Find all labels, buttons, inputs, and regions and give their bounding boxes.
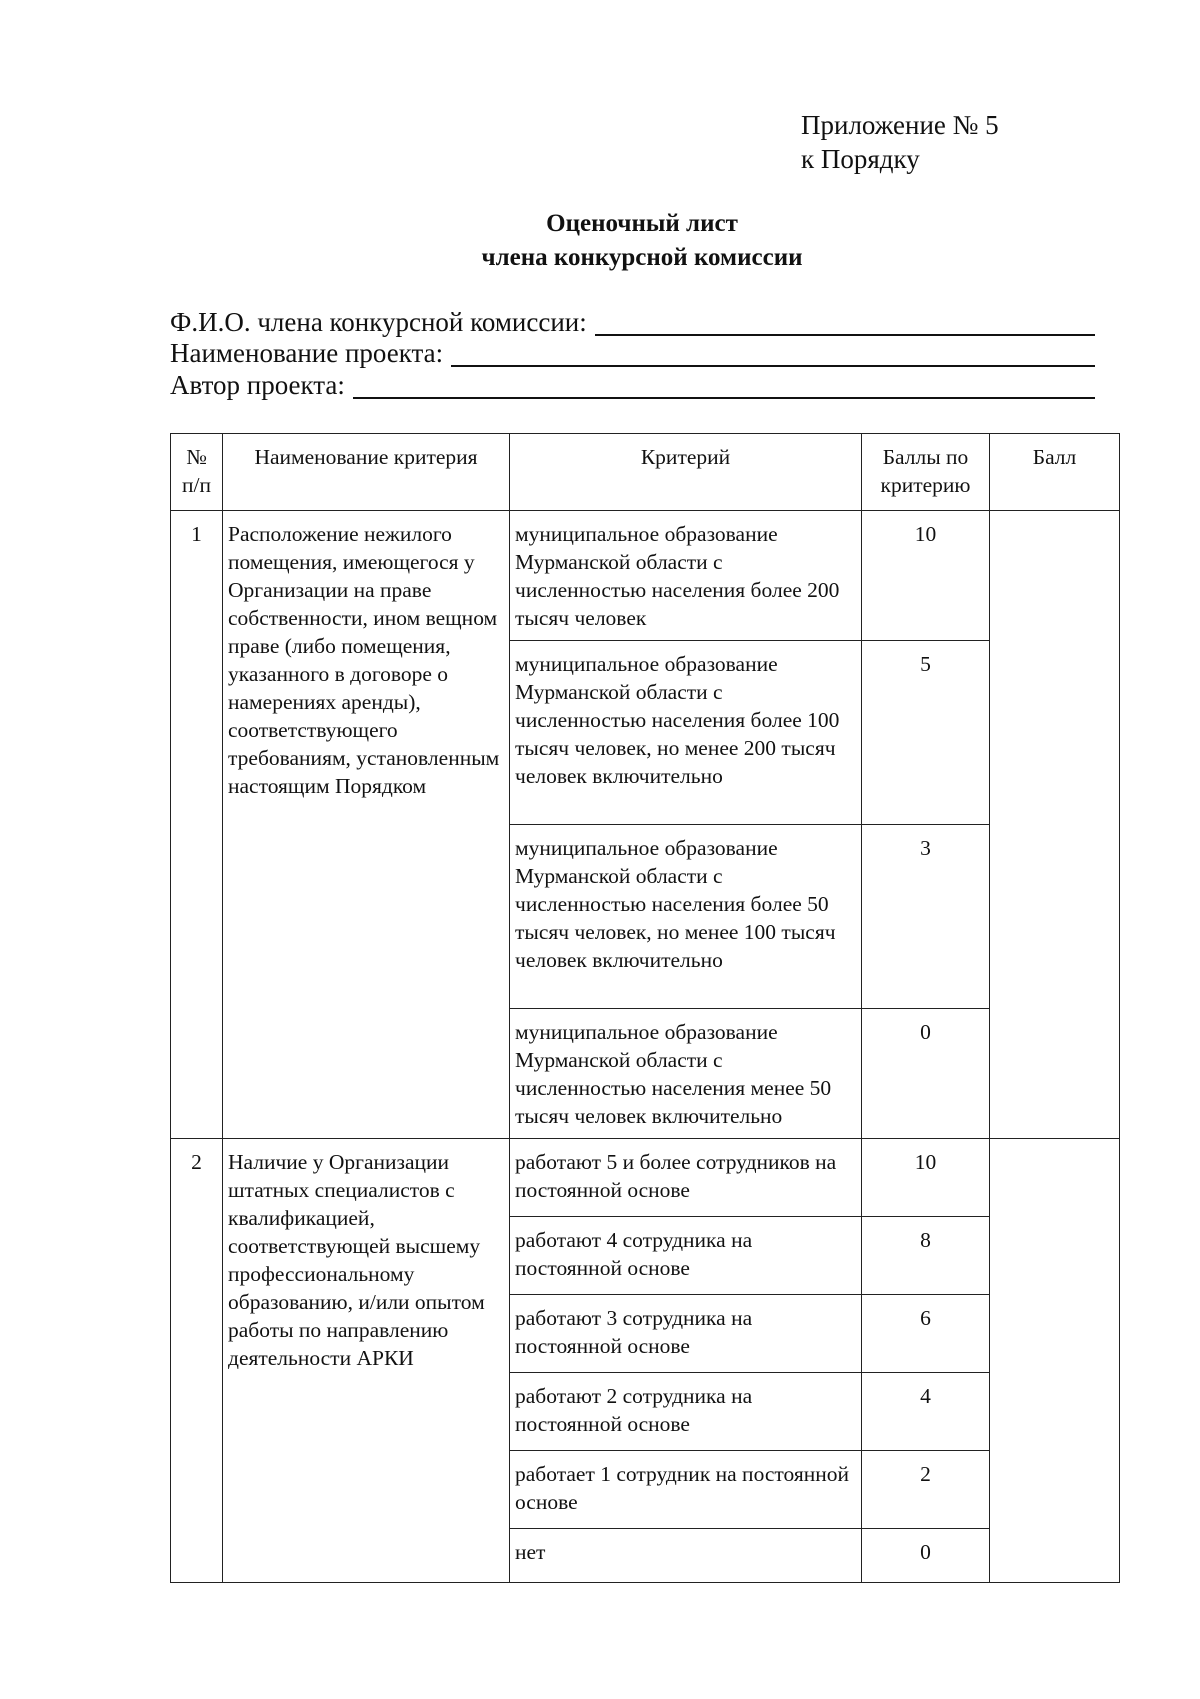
score-cell[interactable] xyxy=(990,511,1120,1139)
project-name-blank[interactable] xyxy=(451,339,1095,367)
criterion-option: муниципальное образование Мурманской области с численностью населения более 200 тысяч человек xyxy=(510,511,862,641)
project-author-field xyxy=(170,369,1095,401)
title-line-1: Оценочный лист xyxy=(546,210,738,237)
criterion-option: нет xyxy=(510,1529,862,1583)
criterion-option: работают 4 сотрудника на постоянной основе xyxy=(510,1217,862,1295)
appendix-header xyxy=(801,108,999,176)
header-points-by-criterion: Баллы по критерию xyxy=(862,434,990,511)
criterion-points: 2 xyxy=(862,1451,990,1529)
row-number: 1 xyxy=(171,511,223,1139)
criterion-option: муниципальное образование Мурманской области с численностью населения более 100 тысяч человек, но менее 200 тысяч человек включительно xyxy=(510,641,862,825)
appendix-reference: к Порядку xyxy=(801,144,920,174)
criterion-points: 5 xyxy=(862,641,990,825)
project-author-label: Автор проекта: xyxy=(170,370,345,400)
criterion-name: Расположение нежилого помещения, имеющегося у Организации на праве собственности, ином вещном праве (либо помещения, указанного в договоре о намерениях аренды), соответствующего требованиям, установленным настоящим Порядком xyxy=(223,511,510,1139)
row-number: 2 xyxy=(171,1139,223,1583)
project-name-field xyxy=(170,337,1095,369)
appendix-number: Приложение № 5 xyxy=(801,110,999,140)
criterion-points: 4 xyxy=(862,1373,990,1451)
criterion-points: 3 xyxy=(862,825,990,1009)
criterion-option: работают 2 сотрудника на постоянной основе xyxy=(510,1373,862,1451)
evaluation-table xyxy=(170,433,1120,1583)
criterion-option: работает 1 сотрудник на постоянной основе xyxy=(510,1451,862,1529)
header-criterion: Критерий xyxy=(510,434,862,511)
criterion-option: муниципальное образование Мурманской области с численностью населения менее 50 тысяч человек включительно xyxy=(510,1009,862,1139)
table-row xyxy=(171,511,1120,641)
criterion-points: 0 xyxy=(862,1529,990,1583)
project-name-label: Наименование проекта: xyxy=(170,338,444,368)
criterion-points: 8 xyxy=(862,1217,990,1295)
criterion-option: муниципальное образование Мурманской области с численностью населения более 50 тысяч человек, но менее 100 тысяч человек включительно xyxy=(510,825,862,1009)
title-line-2: члена конкурсной комиссии xyxy=(481,244,803,271)
header-score: Балл xyxy=(990,434,1120,511)
table-header-row xyxy=(171,434,1120,511)
member-name-label: Ф.И.О. члена конкурсной комиссии: xyxy=(170,307,587,337)
document-title xyxy=(0,207,1200,275)
score-cell[interactable] xyxy=(990,1139,1120,1583)
member-name-blank[interactable] xyxy=(595,308,1095,336)
criterion-points: 6 xyxy=(862,1295,990,1373)
criterion-points: 10 xyxy=(862,511,990,641)
project-author-blank[interactable] xyxy=(353,371,1095,399)
header-num: № п/п xyxy=(171,434,223,511)
criterion-option: работают 3 сотрудника на постоянной основе xyxy=(510,1295,862,1373)
criterion-option: работают 5 и более сотрудников на постоянной основе xyxy=(510,1139,862,1217)
header-criterion-name: Наименование критерия xyxy=(223,434,510,511)
table-row xyxy=(171,1139,1120,1217)
member-name-field xyxy=(170,306,1095,338)
criterion-name: Наличие у Организации штатных специалистов с квалификацией, соответствующей высшему профессиональному образованию, и/или опытом работы по направлению деятельности АРКИ xyxy=(223,1139,510,1583)
criterion-points: 10 xyxy=(862,1139,990,1217)
criterion-points: 0 xyxy=(862,1009,990,1139)
